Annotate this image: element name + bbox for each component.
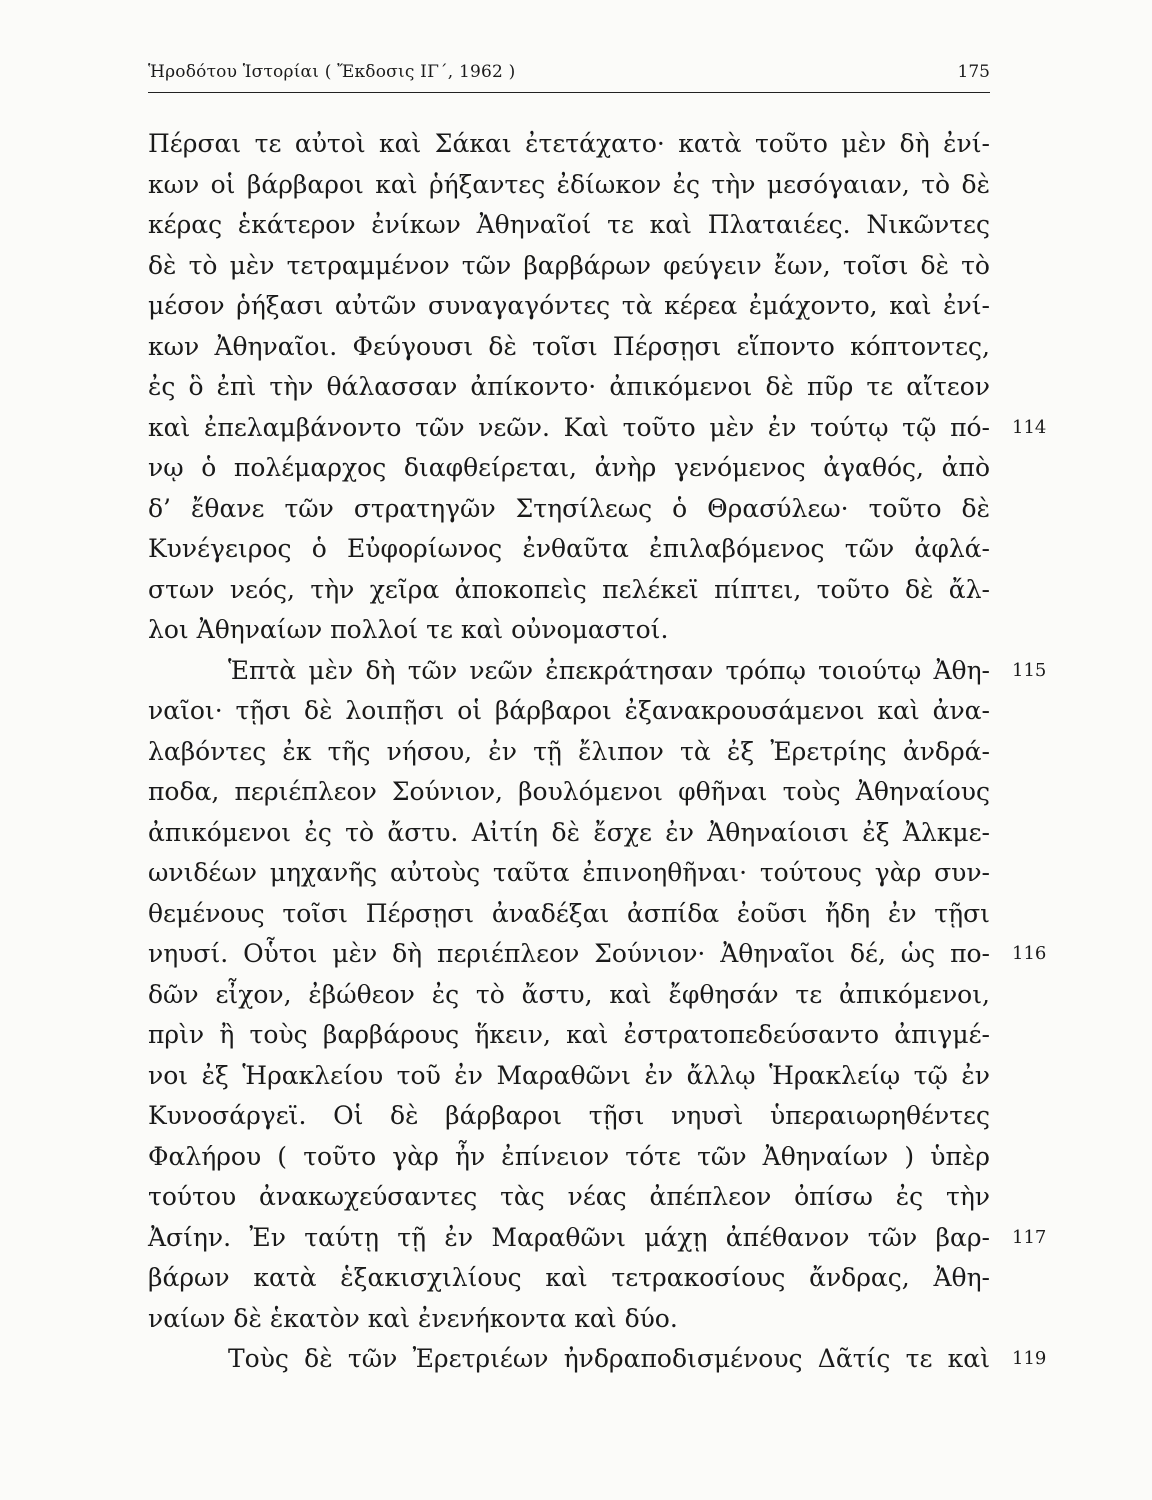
text-line: [148, 610, 990, 651]
text-line-content: ἐς ὃ ἐπὶ τὴν θάλασσαν ἀπίκοντο· ἀπικόμενοι δὲ πῦρ τε αἴτεον: [148, 372, 990, 401]
text-line: [148, 813, 990, 854]
text-line-content: κέρας ἑκάτερον ἐνίκων Ἀθηναῖοί τε καὶ Πλαταιέες. Νικῶντες: [148, 210, 990, 239]
text-line: [148, 691, 990, 732]
text-line: [148, 205, 990, 246]
text-line: [148, 853, 990, 894]
section-margin-number: 115: [1012, 659, 1047, 681]
text-line-content: Κυνοσάργεϊ. Οἱ δὲ βάρβαροι τῇσι νηυσὶ ὑπεραιωρηθέντες: [148, 1101, 990, 1130]
text-line-content: κων οἱ βάρβαροι καὶ ῥήξαντες ἐδίωκον ἐς τὴν μεσόγαιαν, τὸ δὲ: [148, 169, 990, 199]
section-margin-number: 117: [1012, 1226, 1047, 1248]
section-margin-number: 119: [1012, 1348, 1047, 1369]
text-line-content: κων Ἀθηναῖοι. Φεύγουσι δὲ τοῖσι Πέρσῃσι εἵποντο κόπτοντες,: [148, 331, 990, 361]
text-line: [148, 246, 990, 287]
text-line: [148, 732, 990, 773]
text-line: [148, 1096, 990, 1137]
text-line-content: Ἀσίην. Ἐν ταύτῃ τῇ ἐν Μαραθῶνι μάχῃ ἀπέθανον τῶν βαρ-: [148, 1222, 990, 1252]
text-line: [148, 327, 990, 368]
text-line-content: στων νεός, τὴν χεῖρα ἀποκοπεὶς πελέκεϊ πίπτει, τοῦτο δὲ ἄλ-: [148, 574, 990, 604]
text-line-content: νοι ἐξ Ἡρακλείου τοῦ ἐν Μαραθῶνι ἐν ἄλλῳ Ἡρακλείῳ τῷ ἐν: [148, 1060, 990, 1090]
text-line: [148, 165, 990, 206]
text-line: [148, 934, 1047, 975]
text-line-content: μέσον ῥήξασι αὐτῶν συναγαγόντες τὰ κέρεα ἐμάχοντο, καὶ ἐνί-: [148, 291, 990, 320]
text-line-content: δὲ τὸ μὲν τετραμμένον τῶν βαρβάρων φεύγειν ἔων, τοῖσι δὲ τὸ: [148, 250, 990, 280]
text-line-content: τούτου ἀνακωχεύσαντες τὰς νέας ἀπέπλεον ὀπίσω ἐς τὴν: [148, 1182, 990, 1211]
body-text: [148, 124, 1047, 1380]
text-line: [148, 1015, 990, 1056]
text-line-content: καὶ ἐπελαμβάνοντο τῶν νεῶν. Καὶ τοῦτο μὲν ἐν τούτῳ τῷ πό-: [148, 412, 990, 442]
text-line: [148, 570, 990, 611]
section-margin-number: 116: [1012, 943, 1047, 964]
text-line: [148, 1137, 990, 1178]
page-header: [148, 62, 990, 93]
text-line-content: δῶν εἶχον, ἐβώθεον ἐς τὸ ἄστυ, καὶ ἔφθησάν τε ἀπικόμενοι,: [148, 979, 990, 1009]
text-line: [148, 651, 1047, 692]
text-line: [148, 1056, 990, 1097]
text-line-content: πρὶν ἢ τοὺς βαρβάρους ἥκειν, καὶ ἐστρατοπεδεύσαντο ἀπιγμέ-: [148, 1020, 990, 1049]
text-line: [148, 1258, 990, 1299]
text-line: [148, 1339, 1047, 1380]
running-title: Ἡροδότου Ἱστορίαι ( Ἔκδοσις ΙΓ΄, 1962 ): [148, 62, 516, 82]
text-line-content: λοι Ἀθηναίων πολλοί τε καὶ οὐνομαστοί.: [148, 615, 669, 644]
text-line-content: ωνιδέων μηχανῆς αὐτοὺς ταῦτα ἐπινοηθῆναι· τούτους γὰρ συν-: [148, 858, 990, 887]
text-line: [148, 448, 990, 489]
text-line-content: βάρων κατὰ ἑξακισχιλίους καὶ τετρακοσίους ἄνδρας, Ἀθη-: [148, 1263, 990, 1292]
text-line: [148, 975, 990, 1016]
text-line: [148, 894, 990, 935]
text-line: [148, 1218, 1047, 1259]
text-line: [148, 1299, 990, 1340]
text-line: [148, 1177, 990, 1218]
text-line: [148, 489, 990, 530]
text-line-content: νηυσί. Οὗτοι μὲν δὴ περιέπλεον Σούνιον· Ἀθηναῖοι δέ, ὡς πο-: [148, 939, 990, 968]
text-line-content: ναῖοι· τῇσι δὲ λοιπῇσι οἱ βάρβαροι ἐξανακρουσάμενοι καὶ ἀνα-: [148, 696, 990, 725]
text-line-content: Κυνέγειρος ὁ Εὐφορίωνος ἐνθαῦτα ἐπιλαβόμενος τῶν ἀφλά-: [148, 534, 990, 563]
text-line: [148, 124, 990, 165]
text-line-content: λαβόντες ἐκ τῆς νήσου, ἐν τῇ ἔλιπον τὰ ἐξ Ἐρετρίης ἀνδρά-: [148, 736, 990, 766]
text-line: [148, 286, 990, 327]
text-line: [148, 408, 1047, 449]
section-margin-number: 114: [1012, 416, 1047, 438]
text-line-content: ναίων δὲ ἑκατὸν καὶ ἐνενήκοντα καὶ δύο.: [148, 1303, 678, 1333]
text-line: [148, 772, 990, 813]
text-line-content: Τοὺς δὲ τῶν Ἐρετριέων ἠνδραποδισμένους Δᾶτίς τε καὶ: [228, 1344, 990, 1373]
text-line-content: δ’ ἔθανε τῶν στρατηγῶν Στησίλεως ὁ Θρασύλεω· τοῦτο δὲ: [148, 493, 990, 523]
text-line: [148, 367, 990, 408]
text-line-content: Φαλήρου ( τοῦτο γὰρ ἦν ἐπίνειον τότε τῶν Ἀθηναίων ) ὑπὲρ: [148, 1141, 990, 1171]
text-line-content: ποδα, περιέπλεον Σούνιον, βουλόμενοι φθῆναι τοὺς Ἀθηναίους: [148, 777, 990, 806]
text-line-content: Πέρσαι τε αὐτοὶ καὶ Σάκαι ἐτετάχατο· κατὰ τοῦτο μὲν δὴ ἐνί-: [148, 129, 990, 158]
text-line-content: νῳ ὁ πολέμαρχος διαφθείρεται, ἀνὴρ γενόμενος ἀγαθός, ἀπὸ: [148, 453, 990, 482]
page-number: 175: [957, 62, 990, 82]
text-line-content: ἀπικόμενοι ἐς τὸ ἄστυ. Αἰτίη δὲ ἔσχε ἐν Ἀθηναίοισι ἐξ Ἀλκμε-: [148, 817, 990, 847]
text-line-content: Ἑπτὰ μὲν δὴ τῶν νεῶν ἐπεκράτησαν τρόπῳ τοιούτῳ Ἀθη-: [228, 655, 990, 685]
text-line-content: θεμένους τοῖσι Πέρσῃσι ἀναδέξαι ἀσπίδα ἐοῦσι ἤδη ἐν τῇσι: [148, 898, 990, 928]
text-line: [148, 529, 990, 570]
